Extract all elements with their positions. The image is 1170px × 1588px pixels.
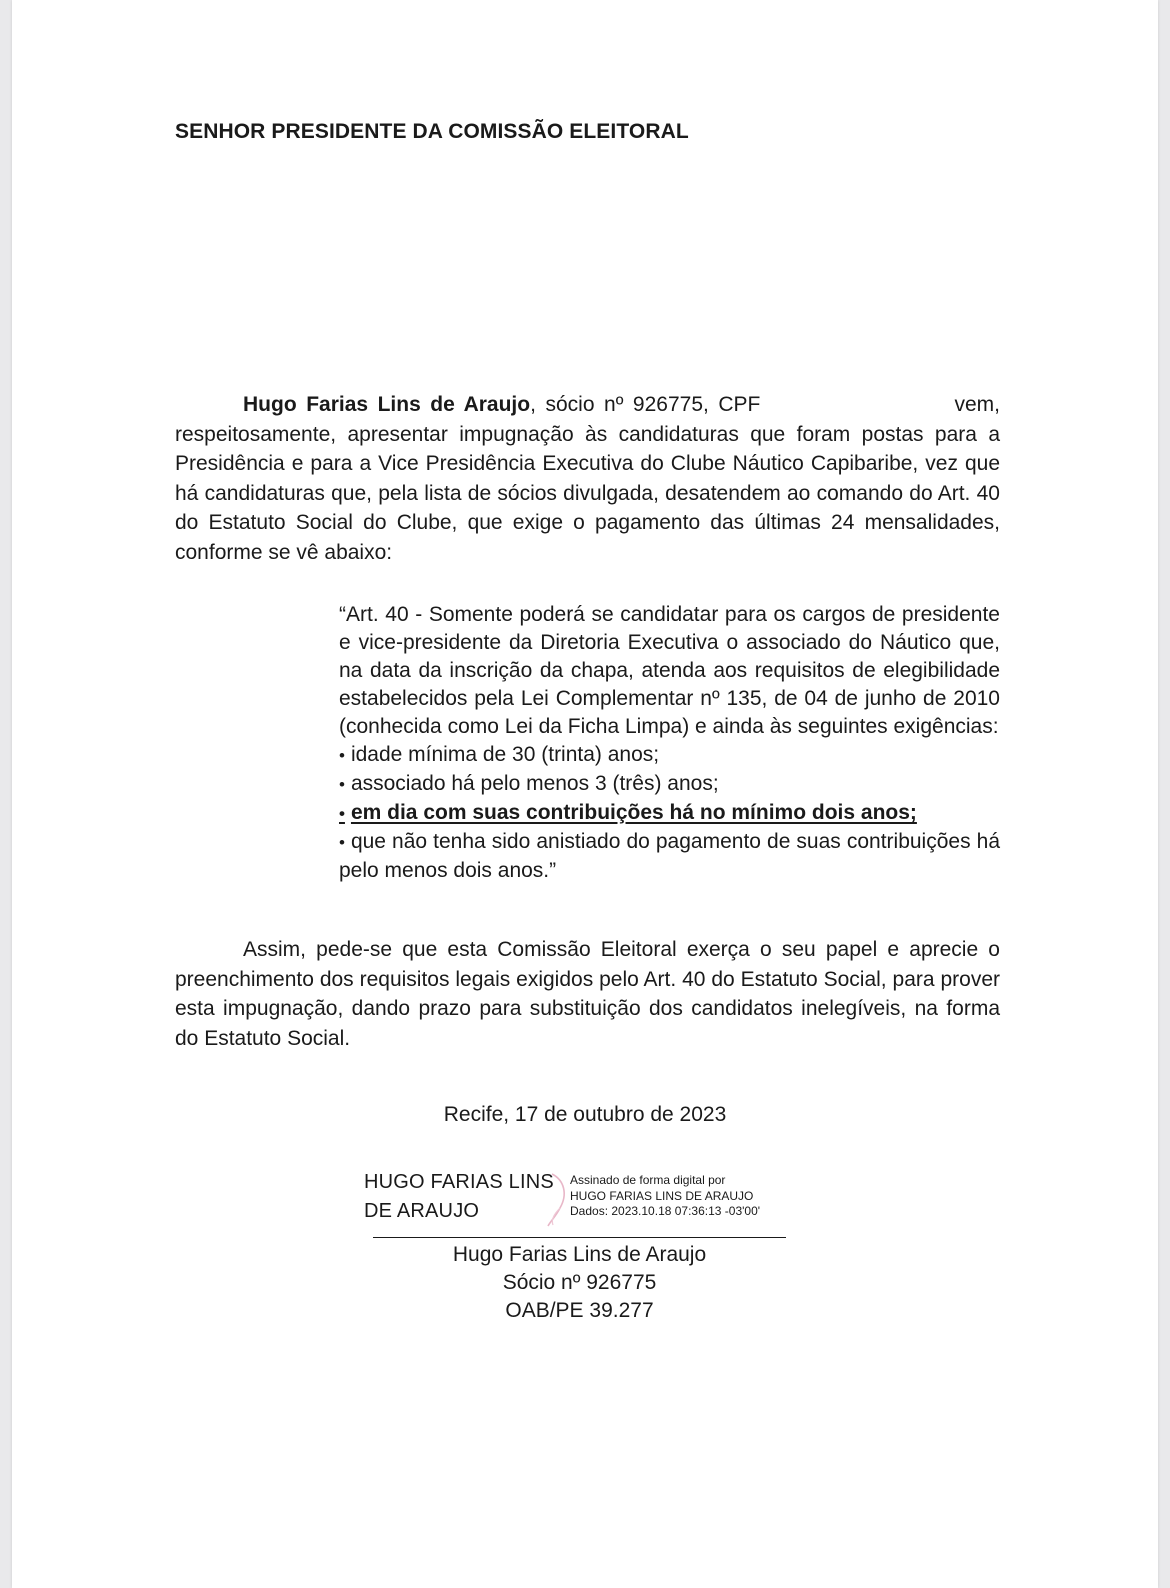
list-item-text: que não tenha sido anistiado do pagamento de suas contribuições há pelo menos dois anos.” [339, 830, 1000, 882]
signature-name-line: DE ARAUJO [364, 1200, 480, 1222]
list-item-text: em dia com suas contribuições há no mínimo dois anos; [350, 801, 917, 824]
statute-quote [339, 601, 1000, 885]
request-text: Assim, pede-se que esta Comissão Eleitoral exerça o seu papel e aprecie o preenchimento dos requisitos legais exigidos pelo Art. 40 do Estatuto Social, para prover esta impugnação, dando prazo para substituição dos candidatos inelegíveis, na forma do Estatuto Social. [175, 938, 1000, 1050]
petitioner-name: Hugo Farias Lins de Araujo [243, 393, 531, 416]
signer-name: Hugo Farias Lins de Araujo [452, 1243, 707, 1266]
bullet-icon: • [339, 746, 345, 765]
stamp-line: Assinado de forma digital por [570, 1173, 726, 1187]
digital-signature-name [364, 1168, 554, 1226]
petitioner-intro: , sócio nº 926775, CPF [530, 393, 761, 416]
signature-mark-icon [534, 1170, 574, 1230]
petition-text: respeitosamente, apresentar impugnação às candidaturas que foram postas para a Presidência e para a Vice Presidência Executiva do Clube Náutico Capibaribe, vez que há candidaturas que, pela lista de sócios divulgada, desatendem ao comando do Art. 40 do Estatuto Social do Clube, que exige o pagamento das últimas 24 mensalidades, conforme se vê abaixo: [175, 422, 1000, 564]
petitioner-intro-end: vem, [954, 393, 1000, 416]
member-number: Sócio nº 926775 [502, 1271, 657, 1294]
list-item-text: idade mínima de 30 (trinta) anos; [350, 743, 660, 766]
list-item-emphasized [339, 799, 1000, 828]
bullet-icon: • [339, 833, 345, 852]
request-paragraph [175, 935, 1000, 1053]
document-page [12, 0, 1158, 1588]
cpf-redaction [770, 401, 945, 411]
signature-name-line: HUGO FARIAS LINS [364, 1171, 554, 1193]
signature-line [373, 1237, 786, 1238]
date-line: Recife, 17 de outubro de 2023 [443, 1103, 727, 1126]
document-heading: SENHOR PRESIDENTE DA COMISSÃO ELEITORAL [175, 120, 689, 143]
list-item-text: associado há pelo menos 3 (três) anos; [350, 772, 719, 795]
stamp-line: Dados: 2023.10.18 07:36:13 -03'00' [570, 1204, 761, 1218]
stamp-line: HUGO FARIAS LINS DE ARAUJO [570, 1188, 754, 1203]
bullet-icon: • [339, 804, 345, 823]
oab-registration: OAB/PE 39.277 [505, 1299, 654, 1322]
bullet-icon: • [339, 775, 345, 794]
signature-block [373, 1241, 786, 1325]
list-item [339, 741, 1000, 770]
list-item [339, 770, 1000, 799]
digital-signature-stamp [570, 1173, 760, 1220]
petition-paragraph [175, 390, 1000, 567]
quote-text: “Art. 40 - Somente poderá se candidatar para os cargos de presidente e vice-presidente da Diretoria Executiva o associado do Náutico que, na data da inscrição da chapa, atenda aos requisitos de elegibilidade estabelecidos pela Lei Complementar nº 135, de 04 de junho de 2010 (conhecida como Lei da Ficha Limpa) e ainda às seguintes exigências: [339, 603, 1000, 738]
list-item [339, 828, 1000, 885]
